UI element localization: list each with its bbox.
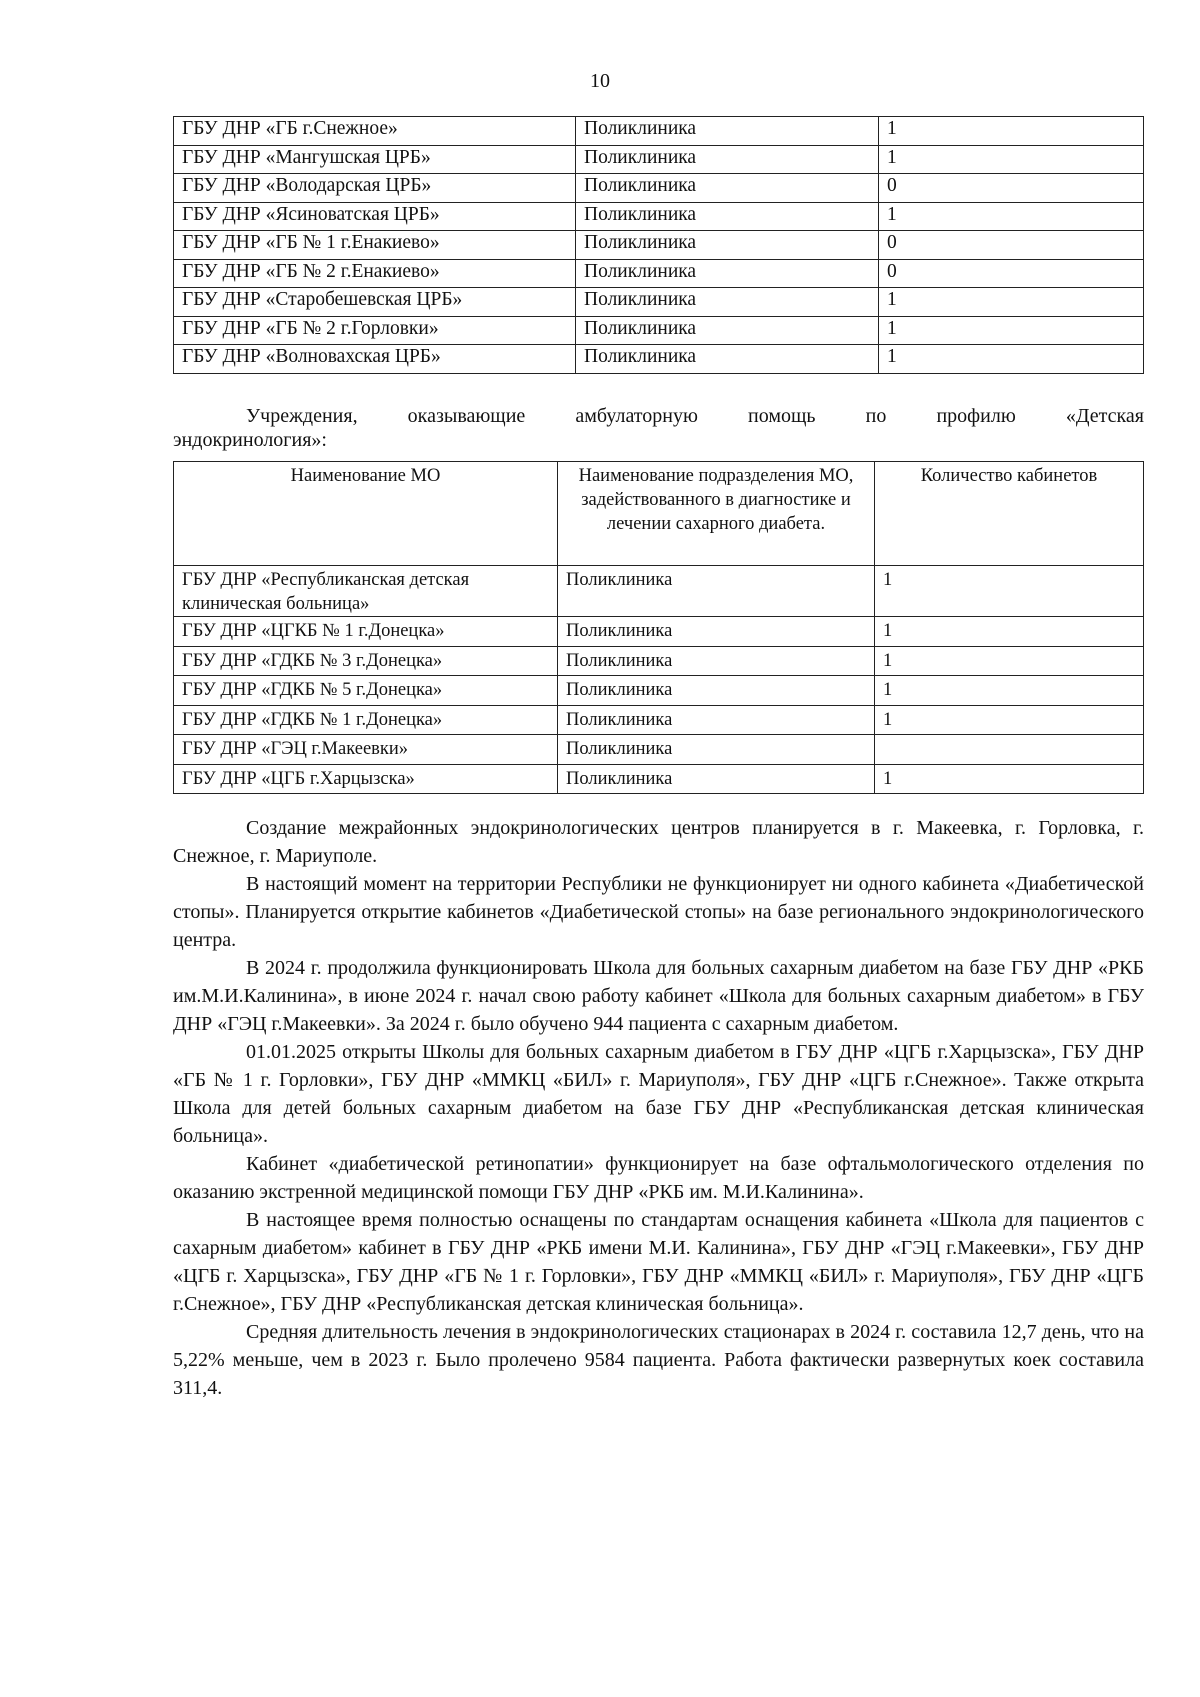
subdivision-cell: Поликлиника [558,735,875,765]
subdivision-cell: Поликлиника [576,231,879,260]
mo-name-cell: ГБУ ДНР «ГБ № 2 г.Енакиево» [174,259,576,288]
mo-name-cell: ГБУ ДНР «ГДКБ № 5 г.Донецка» [174,676,558,706]
mo-name-cell: ГБУ ДНР «Республиканская детская клиническая больница» [174,566,558,617]
header-mo-name: Наименование МО [174,462,558,566]
room-count-cell [875,735,1144,765]
body-paragraph: Средняя длительность лечения в эндокринологических стационарах в 2024 г. составила 12,7 день, что на 5,22% меньше, чем в 2023 г. Было пролечено 9584 пациента. Работа фактически развернутых коек составила 311,4. [173,1321,1144,1399]
clinics-table [173,116,1144,374]
mo-name-cell: ГБУ ДНР «ГЭЦ г.Макеевки» [174,735,558,765]
mo-name-cell: ГБУ ДНР «ЦГБ г.Харцызска» [174,764,558,794]
room-count-cell: 1 [879,202,1144,231]
room-count-cell: 1 [879,316,1144,345]
body-paragraph: В настоящий момент на территории Республики не функционирует ни одного кабинета «Диабетической стопы». Планируется открытие кабинетов «Диабетической стопы» на базе регионального эндокринологического центра. [173,873,1144,951]
page-number: 10 [590,70,610,92]
table-row [174,231,1144,260]
room-count-cell: 0 [879,174,1144,203]
subdivision-cell: Поликлиника [576,174,879,203]
room-count-cell: 0 [879,231,1144,260]
mo-name-cell: ГБУ ДНР «ГБ № 1 г.Енакиево» [174,231,576,260]
subdivision-cell: Поликлиника [576,345,879,374]
pediatric-endocrinology-table [173,461,1144,794]
clinics-table-body [174,117,1144,374]
mo-name-cell: ГБУ ДНР «Старобешевская ЦРБ» [174,288,576,317]
mo-name-cell: ГБУ ДНР «ГБ № 2 г.Горловки» [174,316,576,345]
table-row [174,566,1144,617]
mo-name-cell: ГБУ ДНР «Ясиноватская ЦРБ» [174,202,576,231]
mo-name-cell: ГБУ ДНР «ЦГКБ № 1 г.Донецка» [174,617,558,647]
mo-name-cell: ГБУ ДНР «ГДКБ № 3 г.Донецка» [174,646,558,676]
table-row [174,646,1144,676]
subdivision-cell: Поликлиника [558,646,875,676]
table-row [174,202,1144,231]
room-count-cell: 1 [875,705,1144,735]
mo-name-cell: ГБУ ДНР «Мангушская ЦРБ» [174,145,576,174]
table-row [174,617,1144,647]
body-paragraph: В настоящее время полностью оснащены по стандартам оснащения кабинета «Школа для пациентов с сахарным диабетом» кабинет в ГБУ ДНР «РКБ имени М.И. Калинина», ГБУ ДНР «ГЭЦ г.Макеевки», ГБУ ДНР «ЦГБ г. Харцызска», ГБУ ДНР «ГБ № 1 г. Горловки», ГБУ ДНР «ММКЦ «БИЛ» г. Мариуполя», ГБУ ДНР «ЦГБ г.Снежное», ГБУ ДНР «Республиканская детская клиническая больница». [173,1209,1144,1315]
body-paragraph: Создание межрайонных эндокринологических центров планируется в г. Макеевка, г. Горловка, г. Снежное, г. Мариуполе. [173,817,1144,867]
body-paragraph: В 2024 г. продолжила функционировать Школа для больных сахарным диабетом на базе ГБУ ДНР «РКБ им.М.И.Калинина», в июне 2024 г. начал свою работу кабинет «Школа для больных сахарным диабетом» в ГБУ ДНР «ГЭЦ г.Макеевки». За 2024 г. было обучено 944 пациента с сахарным диабетом. [173,957,1144,1035]
body-text [173,814,1144,1402]
subdivision-cell: Поликлиника [558,617,875,647]
table-row [174,705,1144,735]
room-count-cell: 1 [879,145,1144,174]
subdivision-cell: Поликлиника [558,566,875,617]
table-row [174,174,1144,203]
section-intro [173,404,1144,452]
subdivision-cell: Поликлиника [576,288,879,317]
intro-line-1: Учреждения, оказывающие амбулаторную помощь по профилю «Детская [246,405,1144,427]
table-row [174,735,1144,765]
header-room-count: Количество кабинетов [875,462,1144,566]
table-row [174,117,1144,146]
room-count-cell: 1 [879,288,1144,317]
subdivision-cell: Поликлиника [576,259,879,288]
room-count-cell: 1 [879,345,1144,374]
room-count-cell: 1 [875,764,1144,794]
table-row [174,316,1144,345]
room-count-cell: 0 [879,259,1144,288]
subdivision-cell: Поликлиника [576,145,879,174]
table-header-row [174,462,1144,566]
table-row [174,259,1144,288]
mo-name-cell: ГБУ ДНР «ГБ г.Снежное» [174,117,576,146]
mo-name-cell: ГБУ ДНР «Володарская ЦРБ» [174,174,576,203]
mo-name-cell: ГБУ ДНР «ГДКБ № 1 г.Донецка» [174,705,558,735]
room-count-cell: 1 [875,617,1144,647]
table-row [174,145,1144,174]
subdivision-cell: Поликлиника [558,705,875,735]
table-row [174,764,1144,794]
mo-name-cell: ГБУ ДНР «Волновахская ЦРБ» [174,345,576,374]
table-row [174,676,1144,706]
body-paragraph: 01.01.2025 открыты Школы для больных сахарным диабетом в ГБУ ДНР «ЦГБ г.Харцызска», ГБУ ДНР «ГБ № 1 г. Горловки», ГБУ ДНР «ММКЦ «БИЛ» г. Мариуполя», ГБУ ДНР «ЦГБ г.Снежное». Также открыта Школа для детей больных сахарным диабетом на базе ГБУ ДНР «Республиканская детская клиническая больница». [173,1041,1144,1147]
table-row [174,288,1144,317]
subdivision-cell: Поликлиника [576,316,879,345]
room-count-cell: 1 [875,676,1144,706]
room-count-cell: 1 [879,117,1144,146]
subdivision-cell: Поликлиника [558,676,875,706]
intro-line-2: эндокринология»: [173,429,327,451]
subdivision-cell: Поликлиника [576,117,879,146]
room-count-cell: 1 [875,646,1144,676]
table-row [174,345,1144,374]
body-paragraph: Кабинет «диабетической ретинопатии» функционирует на базе офтальмологического отделения по оказанию экстренной медицинской помощи ГБУ ДНР «РКБ им. М.И.Калинина». [173,1153,1144,1203]
subdivision-cell: Поликлиника [558,764,875,794]
room-count-cell: 1 [875,566,1144,617]
header-subdivision: Наименование подразделения МО, задействованного в диагностике и лечении сахарного диабета. [558,462,875,566]
subdivision-cell: Поликлиника [576,202,879,231]
pediatric-table-body [174,566,1144,794]
